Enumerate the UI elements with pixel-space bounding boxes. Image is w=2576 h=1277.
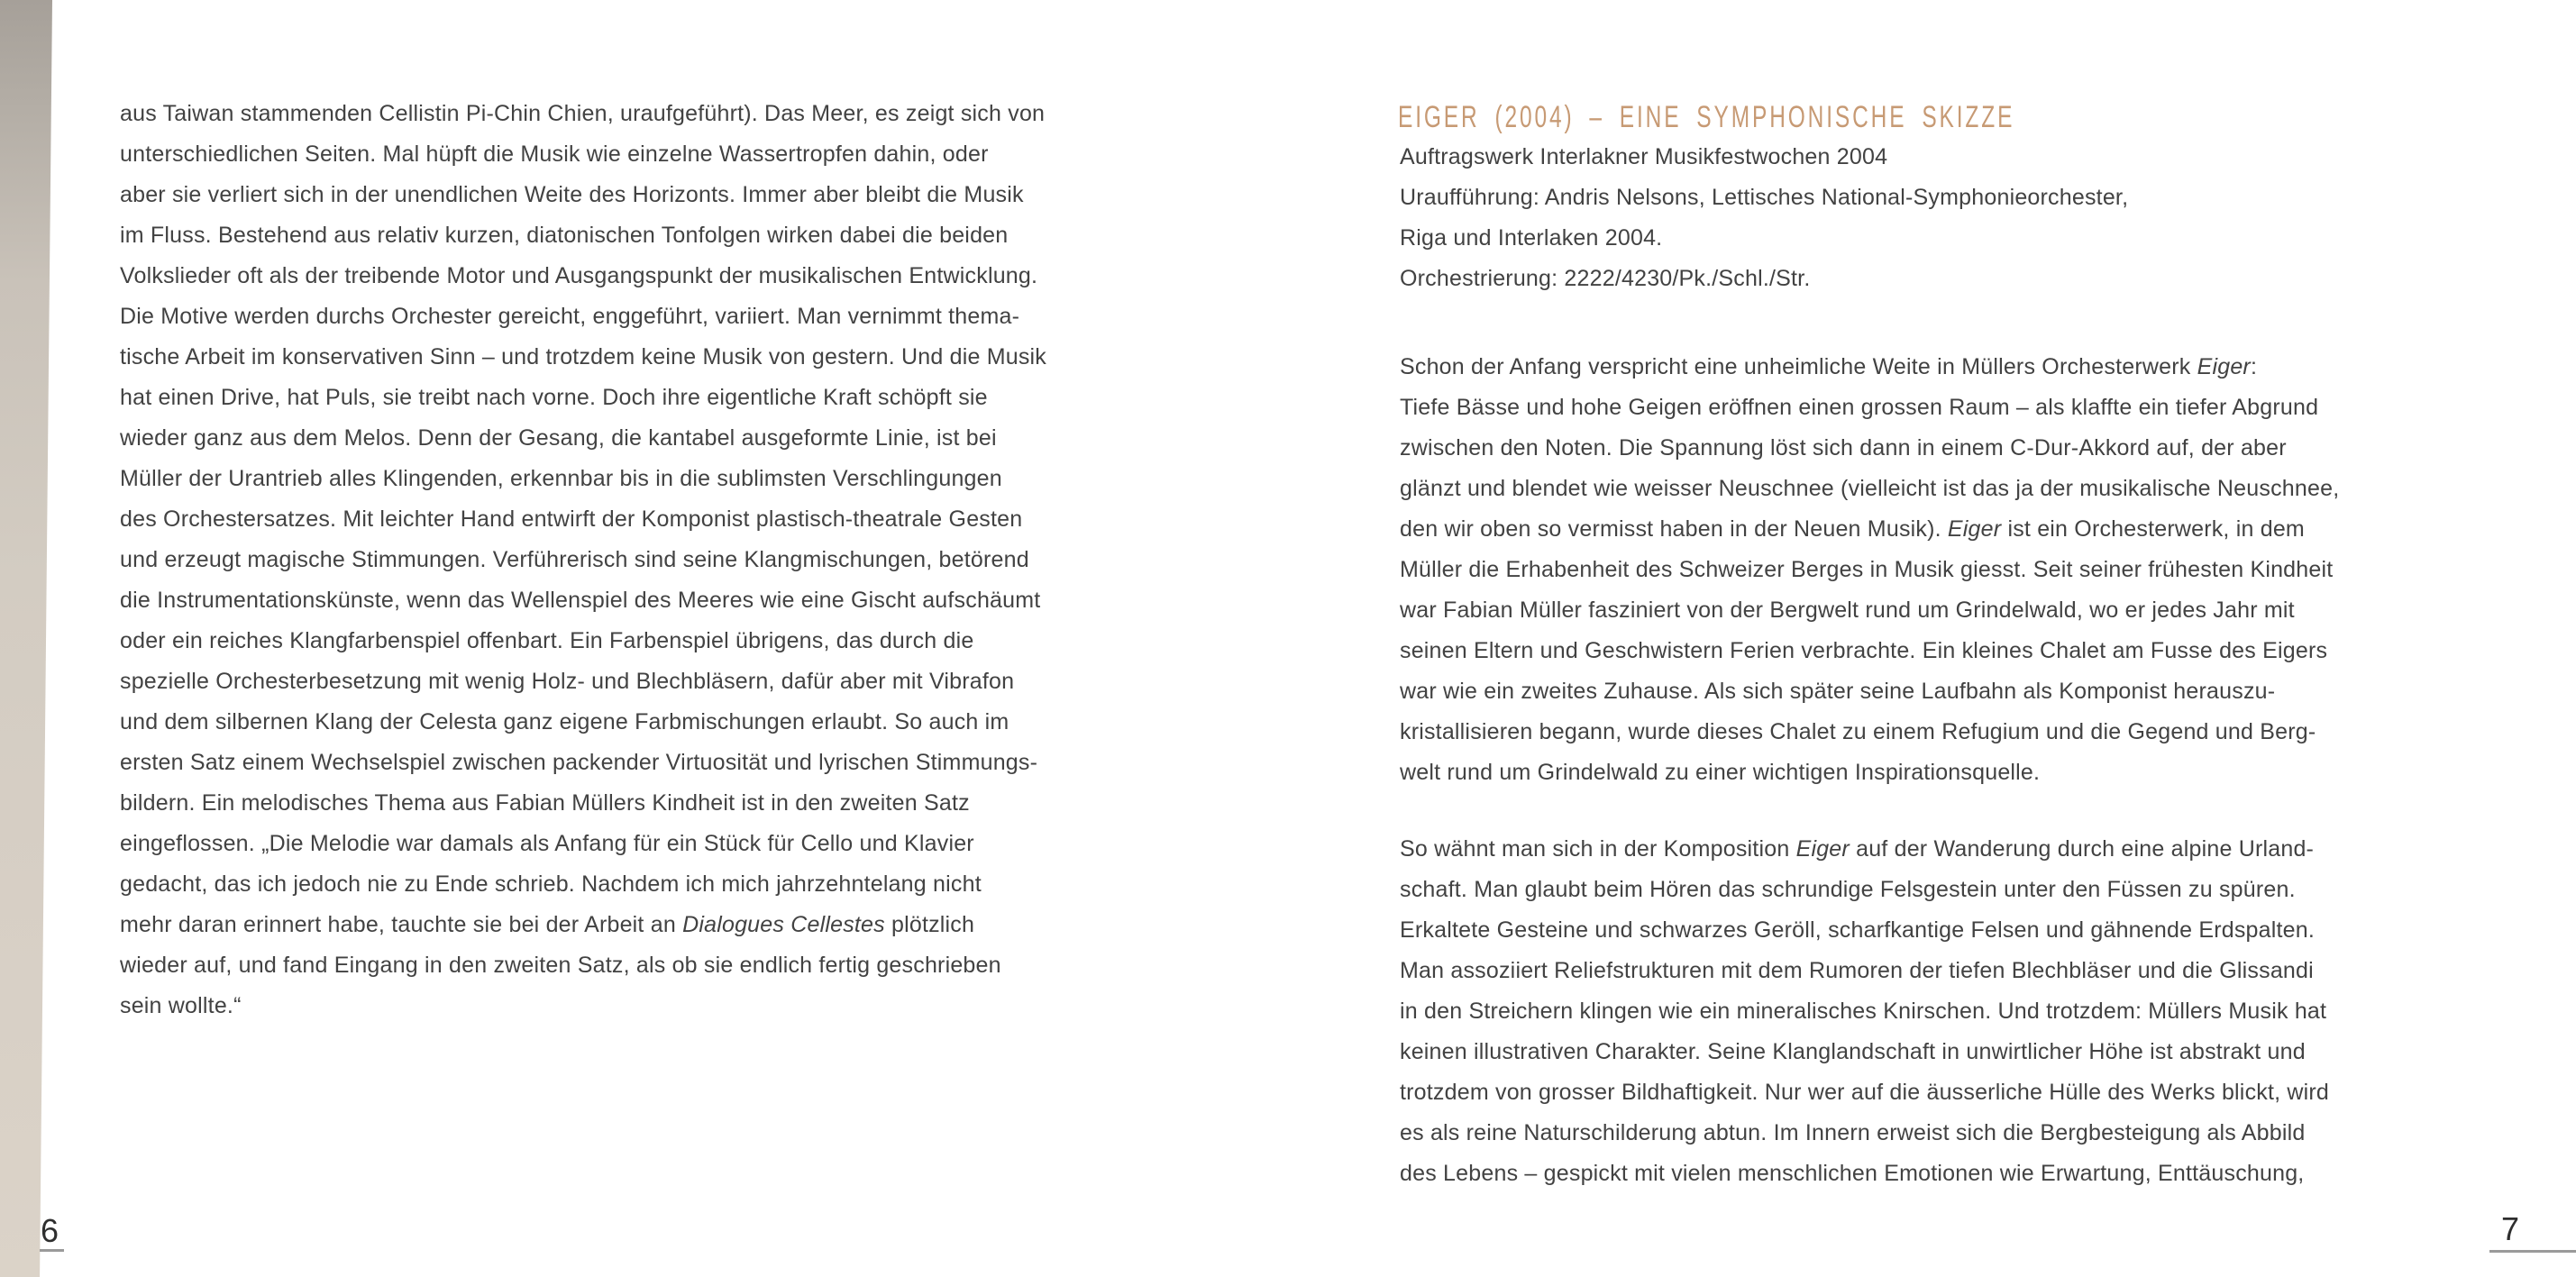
text-line: die Instrumentationskünste, wenn das Wellenspiel des Meeres wie eine Gischt aufschäumt	[120, 588, 1041, 613]
left-page-body-text	[120, 94, 1046, 1026]
page-number-right: 7	[2500, 1210, 2520, 1247]
text-line: und dem silbernen Klang der Celesta ganz eigene Farbmischungen erlaubt. So auch im	[120, 709, 1009, 734]
text-line: oder ein reiches Klangfarbenspiel offenbart. Ein Farbenspiel übrigens, das durch die	[120, 628, 974, 653]
text-line: keinen illustrativen Charakter. Seine Klanglandschaft in unwirtlicher Höhe ist abstrakt und	[1400, 1039, 2306, 1064]
text-line: So wähnt man sich in der Komposition Eiger auf der Wanderung durch eine alpine Urland-	[1400, 836, 2315, 862]
text-line: Volkslieder oft als der treibende Motor und Ausgangspunkt der musikalischen Entwicklung.	[120, 263, 1038, 288]
text-line: im Fluss. Bestehend aus relativ kurzen, diatonischen Tonfolgen wirken dabei die beiden	[120, 223, 1009, 248]
text-line: trotzdem von grosser Bildhaftigkeit. Nur wer auf die äusserliche Hülle des Werks blickt, wird	[1400, 1080, 2330, 1105]
text-line: Tiefe Bässe und hohe Geigen eröffnen einen grossen Raum – als klaffte ein tiefer Abgrund	[1400, 395, 2319, 420]
page-edge-strip	[0, 0, 52, 1277]
text-line: Uraufführung: Andris Nelsons, Lettisches National-Symphonieorchester,	[1400, 185, 2129, 210]
text-line: war Fabian Müller fasziniert von der Bergwelt rund um Grindelwald, wo er jedes Jahr mit	[1400, 597, 2295, 623]
right-page-paragraph-2	[1400, 829, 2329, 1194]
text-line: aber sie verliert sich in der unendlichen Weite des Horizonts. Immer aber bleibt die Musik	[120, 182, 1024, 207]
page-number-left: 6	[40, 1212, 59, 1249]
text-line: wieder ganz aus dem Melos. Denn der Gesang, die kantabel ausgeformte Linie, ist bei	[120, 425, 997, 451]
text-line: kristallisieren begann, wurde dieses Chalet zu einem Refugium und die Gegend und Berg-	[1400, 719, 2316, 744]
text-line: Riga und Interlaken 2004.	[1400, 225, 1663, 251]
right-page-paragraph-1	[1400, 347, 2339, 793]
work-title-heading: EIGER (2004) – EINE SYMPHONISCHE SKIZZE	[1398, 100, 2015, 134]
text-line: Die Motive werden durchs Orchester gereicht, enggeführt, variiert. Man vernimmt thema-	[120, 304, 1020, 329]
text-line: sein wollte.“	[120, 993, 242, 1018]
text-line: welt rund um Grindelwald zu einer wichtigen Inspirationsquelle.	[1400, 760, 2041, 785]
text-line: zwischen den Noten. Die Spannung löst sich dann in einem C-Dur-Akkord auf, der aber	[1400, 435, 2287, 461]
text-line: ersten Satz einem Wechselspiel zwischen packender Virtuosität und lyrischen Stimmungs-	[120, 750, 1038, 775]
footer-rule-left	[40, 1249, 64, 1252]
text-line: es als reine Naturschilderung abtun. Im Innern erweist sich die Bergbesteigung als Abbild	[1400, 1120, 2306, 1145]
text-line: Müller die Erhabenheit des Schweizer Berges in Musik giesst. Seit seiner frühesten Kindheit	[1400, 557, 2334, 582]
text-line: in den Streichern klingen wie ein mineralisches Knirschen. Und trotzdem: Müllers Musik hat	[1400, 999, 2327, 1024]
text-line: gedacht, das ich jedoch nie zu Ende schrieb. Nachdem ich mich jahrzehntelang nicht	[120, 871, 982, 897]
text-line: eingeflossen. „Die Melodie war damals als Anfang für ein Stück für Cello und Klavier	[120, 831, 974, 856]
text-line: Auftragswerk Interlakner Musikfestwochen 2004	[1400, 144, 1888, 169]
text-line: aus Taiwan stammenden Cellistin Pi-Chin Chien, uraufgeführt). Das Meer, es zeigt sich von	[120, 101, 1046, 126]
text-line: mehr daran erinnert habe, tauchte sie bei der Arbeit an Dialogues Cellestes plötzlich	[120, 912, 975, 937]
text-line: unterschiedlichen Seiten. Mal hüpft die Musik wie einzelne Wassertropfen dahin, oder	[120, 141, 989, 167]
text-line: glänzt und blendet wie weisser Neuschnee (vielleicht ist das ja der musikalische Neuschnee,	[1400, 476, 2340, 501]
text-line: Müller der Urantrieb alles Klingenden, erkennbar bis in die sublimsten Verschlingungen	[120, 466, 1002, 491]
text-line: des Lebens – gespickt mit vielen menschlichen Emotionen wie Erwartung, Enttäuschung,	[1400, 1161, 2305, 1186]
text-line: und erzeugt magische Stimmungen. Verführerisch sind seine Klangmischungen, betörend	[120, 547, 1029, 572]
text-line: spezielle Orchesterbesetzung mit wenig Holz- und Blechbläsern, dafür aber mit Vibrafon	[120, 669, 1015, 694]
text-line: schaft. Man glaubt beim Hören das schrundige Felsgestein unter den Füssen zu spüren.	[1400, 877, 2296, 902]
text-line: tische Arbeit im konservativen Sinn – und trotzdem keine Musik von gestern. Und die Musik	[120, 344, 1047, 369]
text-line: seinen Eltern und Geschwistern Ferien verbrachte. Ein kleines Chalet am Fusse des Eigers	[1400, 638, 2328, 663]
text-line: Orchestrierung: 2222/4230/Pk./Schl./Str.	[1400, 266, 1811, 291]
text-line: Man assoziiert Reliefstrukturen mit dem Rumoren der tiefen Blechbläser und die Glissandi	[1400, 958, 2314, 983]
text-line: hat einen Drive, hat Puls, sie treibt nach vorne. Doch ihre eigentliche Kraft schöpft sie	[120, 385, 988, 410]
text-line: des Orchestersatzes. Mit leichter Hand entwirft der Komponist plastisch-theatrale Gesten	[120, 506, 1023, 532]
text-line: den wir oben so vermisst haben in der Neuen Musik). Eiger ist ein Orchesterwerk, in dem	[1400, 516, 2305, 542]
text-line: wieder auf, und fand Eingang in den zweiten Satz, als ob sie endlich fertig geschrieben	[120, 953, 1001, 978]
text-line: Erkaltete Gesteine und schwarzes Geröll, scharfkantige Felsen und gähnende Erdspalten.	[1400, 917, 2316, 943]
text-line: bildern. Ein melodisches Thema aus Fabian Müllers Kindheit ist in den zweiten Satz	[120, 790, 970, 816]
text-line: Schon der Anfang verspricht eine unheimliche Weite in Müllers Orchesterwerk Eiger:	[1400, 354, 2258, 379]
work-info-block	[1400, 137, 2128, 299]
footer-rule-right	[2489, 1250, 2576, 1253]
text-line: war wie ein zweites Zuhause. Als sich später seine Laufbahn als Komponist herauszu-	[1400, 679, 2276, 704]
